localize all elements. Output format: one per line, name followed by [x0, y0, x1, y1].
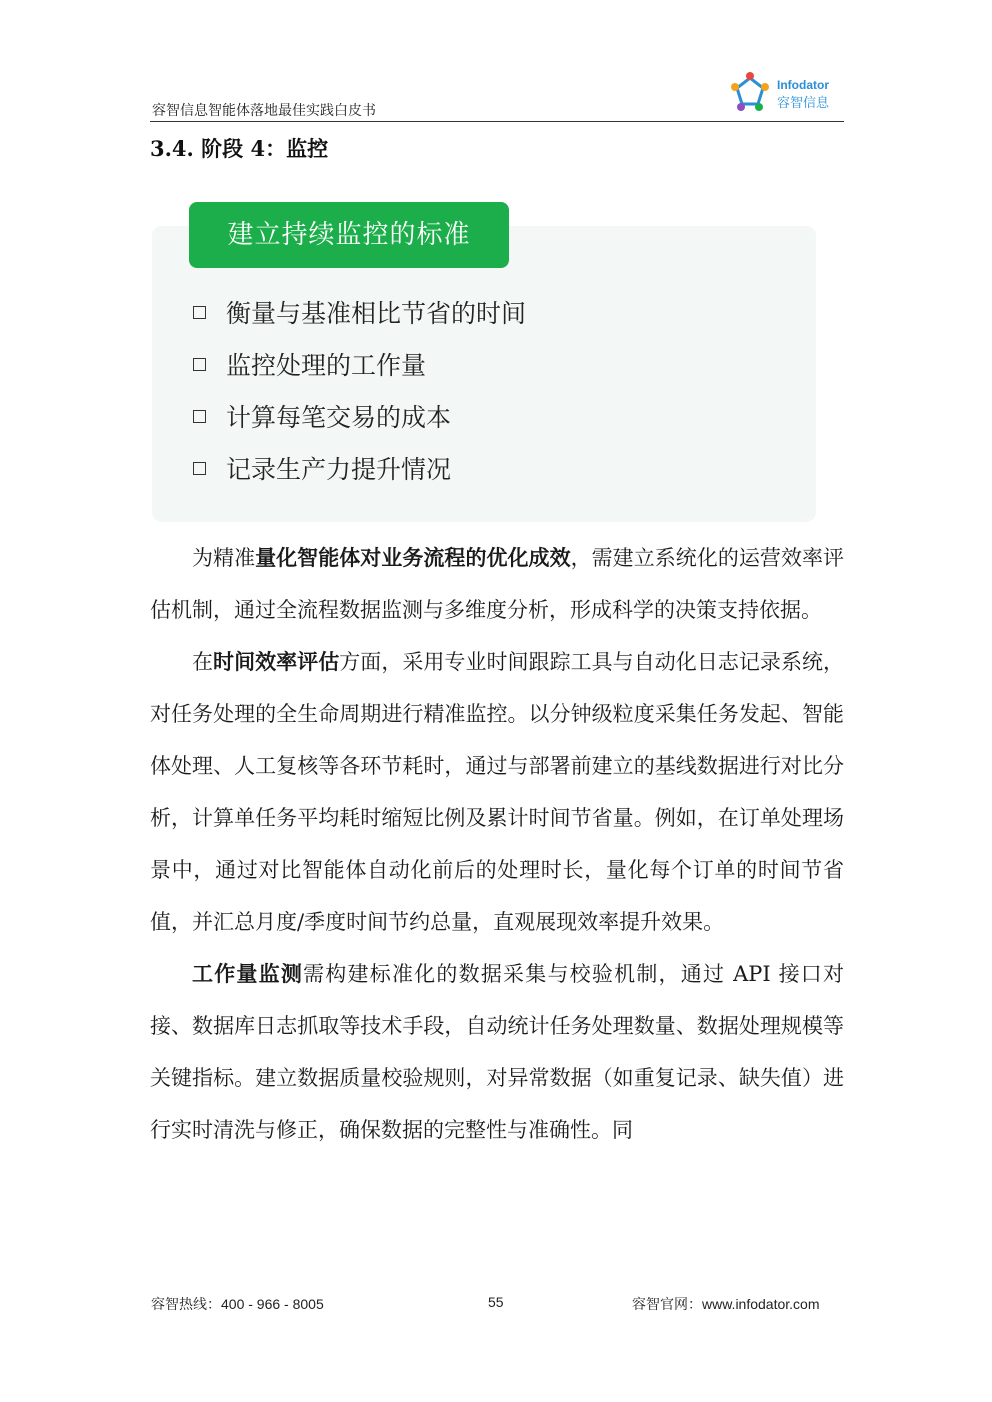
footer-site-link[interactable]: www.infodator.com	[702, 1296, 820, 1312]
text-run: 方面，采用专业时间跟踪工具与自动化日志记录系统，对任务处理的全生命周期进行精准监控。以分钟级粒度采集任务发起、智能体处理、人工复核等各环节耗时，通过与部署前建立的基线数据进行对比分析，计算单任务平均耗时缩短比例及累计时间节省量。例如，在订单处理场景中，通过对比智能体自动化前后的处理时长，量化每个订单的时间节省值，并汇总月度/季度时间节约总量，直观展现效率提升效果。	[150, 650, 845, 934]
footer-hotline	[151, 1294, 324, 1314]
footer-site-label: 容智官网：	[632, 1297, 702, 1313]
logo-name: Infodator	[777, 78, 829, 92]
list-item	[193, 286, 526, 338]
header-title: 容智信息智能体落地最佳实践白皮书	[152, 103, 376, 119]
checkbox-icon	[193, 358, 206, 371]
logo-mark-icon	[727, 70, 773, 116]
text-run: ，需建立系统化的运营效率评估机制，通过全流程数据监测与多维度分析，形成科学的决策支持依据。	[150, 546, 845, 622]
paragraph-2	[150, 636, 844, 948]
company-logo	[727, 70, 847, 116]
paragraph-1	[150, 532, 844, 636]
checkbox-icon	[193, 462, 206, 475]
list-item-label: 衡量与基准相比节省的时间	[226, 299, 527, 328]
text-run: 需构建标准化的数据采集与校验机制，通过 API 接口对接、数据库日志抓取等技术手段，自动统计任务处理数量、数据处理规模等关键指标。建立数据质量校验规则，对异常数据（如重复记录、缺失值）进行实时清洗与修正，确保数据的完整性与准确性。同	[150, 962, 845, 1142]
list-item	[193, 390, 526, 442]
footer-website	[632, 1294, 820, 1314]
text-run: 在	[192, 650, 214, 674]
text-run: 为精准	[192, 546, 256, 570]
paragraph-3	[150, 948, 844, 1156]
bold-text: 时间效率评估	[213, 649, 340, 674]
bold-text: 量化智能体对业务流程的优化成效	[255, 545, 571, 570]
list-item	[193, 338, 526, 390]
header-divider	[150, 121, 844, 122]
checkbox-icon	[193, 410, 206, 423]
footer-hotline-number: 400 - 966 - 8005	[221, 1296, 324, 1312]
list-item-label: 监控处理的工作量	[226, 351, 427, 380]
list-item	[193, 442, 526, 494]
monitoring-checklist	[193, 286, 526, 494]
logo-cn: 容智信息	[777, 96, 830, 111]
panel-badge: 建立持续监控的标准	[189, 202, 509, 268]
footer-hotline-label: 容智热线：	[151, 1297, 221, 1313]
section-heading: 3.4. 阶段 4：监控	[150, 136, 329, 161]
bold-text: 工作量监测	[192, 961, 304, 986]
body-text	[150, 532, 844, 1156]
checkbox-icon	[193, 306, 206, 319]
list-item-label: 记录生产力提升情况	[226, 455, 452, 484]
page-number: 55	[488, 1294, 504, 1310]
list-item-label: 计算每笔交易的成本	[226, 403, 452, 432]
